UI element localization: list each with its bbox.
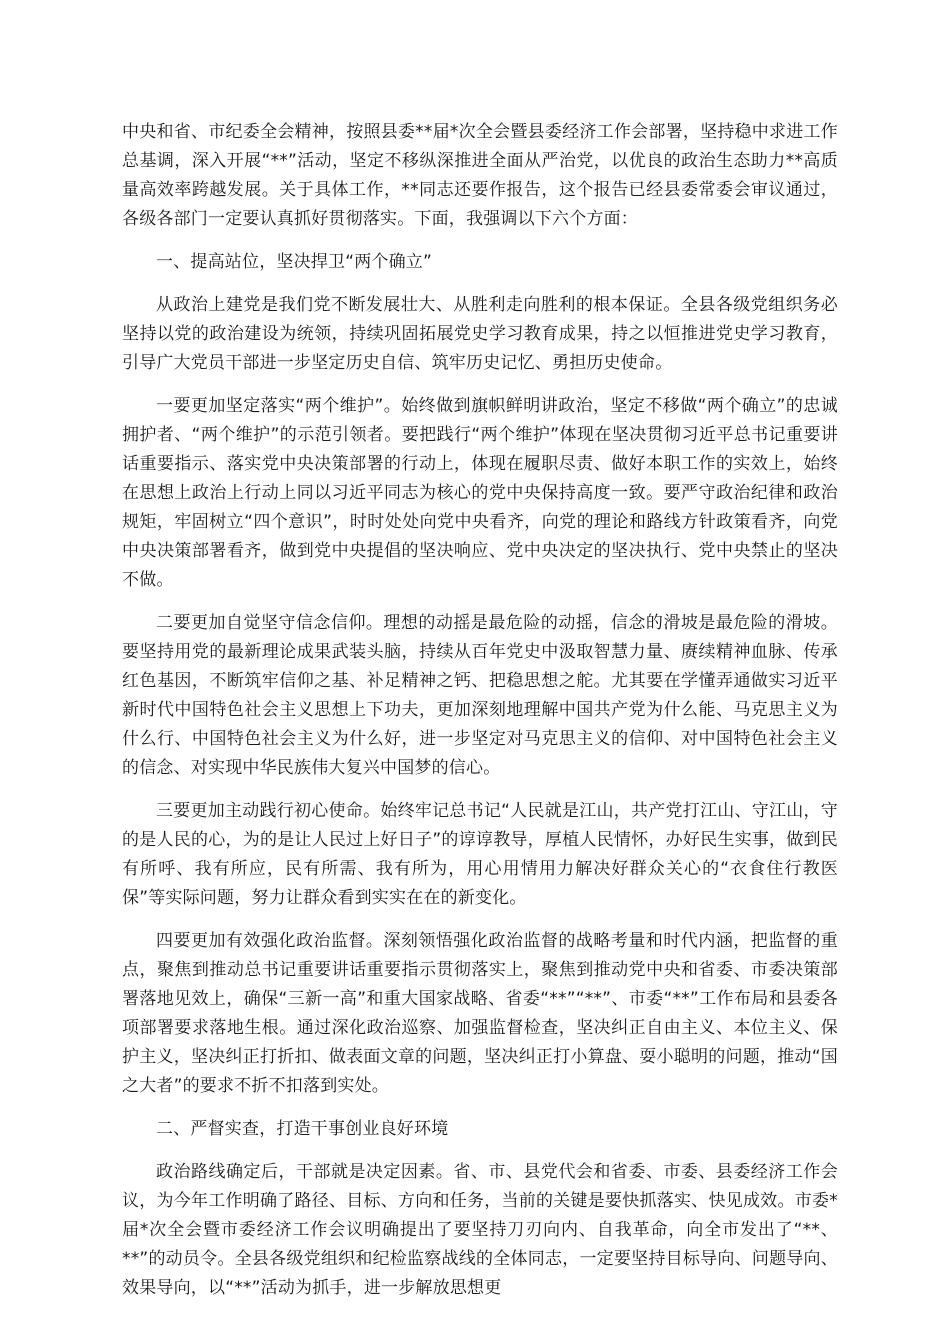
paragraph-intro: 中央和省、市纪委全会精神，按照县委**届*次全会暨县委经济工作会部署，坚持稳中求进工作总基调，深入开展“**”活动，坚定不移纵深推进全面从严治党，以优良的政治生态助力**高质量高效率跨越发展。关于具体工作，**同志还要作报告，这个报告已经县委常委会审议通过，各级各部门一定要认真抓好贯彻落实。下面，我强调以下六个方面： (122, 122, 838, 229)
paragraph: 一要更加坚定落实“两个维护”。始终做到旗帜鲜明讲政治，坚定不移做“两个确立”的忠诚拥护者、“两个维护”的示范引领者。要把践行“两个维护”体现在坚决贯彻习近平总书记重要讲话重要指示、落实党中央决策部署的行动上，体现在履职尽责、做好本职工作的实效上，始终在思想上政治上行动上同以习近平同志为核心的党中央保持高度一致。要严守政治纪律和政治规矩，牢固树立“四个意识”，时时处处向党中央看齐，向党的理论和路线方针政策看齐，向党中央决策部署看齐，做到党中央提倡的坚决响应、党中央决定的坚决执行、党中央禁止的坚决不做。 (122, 396, 838, 590)
paragraph: 从政治上建党是我们党不断发展壮大、从胜利走向胜利的根本保证。全县各级党组织务必坚持以党的政治建设为统领，持续巩固拓展党史学习教育成果，持之以恒推进党史学习教育，引导广大党员干部进一步坚定历史自信、筑牢历史记忆、勇担历史使命。 (122, 295, 838, 373)
paragraph: 四要更加有效强化政治监督。深刻领悟强化政治监督的战略考量和时代内涵，把监督的重点，聚焦到推动总书记重要讲话重要指示贯彻落实上，聚焦到推动党中央和省委、市委决策部署落地见效上，确保“三新一高”和重大国家战略、省委“**”“**”、市委“**”工作布局和县委各项部署要求落地生根。通过深化政治巡察、加强监督检查，坚决纠正自由主义、本位主义、保护主义，坚决纠正打折扣、做表面文章的问题，坚决纠正打小算盘、耍小聪明的问题，推动“国之大者”的要求不折不扣落到实处。 (122, 931, 838, 1096)
paragraph: 二要更加自觉坚守信念信仰。理想的动摇是最危险的动摇，信念的滑坡是最危险的滑坡。要坚持用党的最新理论成果武装头脑，持续从百年党史中汲取智慧力量、赓续精神血脉、传承红色基因，不断筑牢信仰之基、补足精神之钙、把稳思想之舵。尤其要在学懂弄通做实习近平新时代中国特色社会主义思想上下功夫，更加深刻地理解中国共产党为什么能、马克思主义为什么行、中国特色社会主义为什么好，进一步坚定对马克思主义的信仰、对中国特色社会主义的信念、对实现中华民族伟大复兴中国梦的信心。 (122, 613, 838, 778)
document-body (122, 118, 838, 1317)
section-heading-1: 一、提高站位，坚决捍卫“两个确立” (156, 252, 433, 272)
paragraph: 三要更加主动践行初心使命。始终牢记总书记“人民就是江山，共产党打江山、守江山，守的是人民的心，为的是让人民过上好日子”的谆谆教导，厚植人民情怀，办好民生实事，做到民有所呼、我有所应，民有所需、我有所为，用心用情用力解决好群众关心的“衣食住行教医保”等实际问题，努力让群众看到实实在在的新变化。 (122, 801, 838, 908)
section-heading-2: 二、严督实查，打造干事创业良好环境 (156, 1119, 449, 1139)
paragraph: 政治路线确定后，干部就是决定因素。省、市、县党代会和省委、市委、县委经济工作会议，为今年工作明确了路径、目标、方向和任务，当前的关键是要快抓落实、快见成效。市委*届*次全会暨市委经济工作会议明确提出了要坚持刀刃向内、自我革命，向全市发出了“**、**”的动员令。全县各级党组织和纪检监察战线的全体同志，一定要坚持目标导向、问题导向、效果导向，以“**”活动为抓手，进一步解放思想更 (122, 1162, 838, 1298)
